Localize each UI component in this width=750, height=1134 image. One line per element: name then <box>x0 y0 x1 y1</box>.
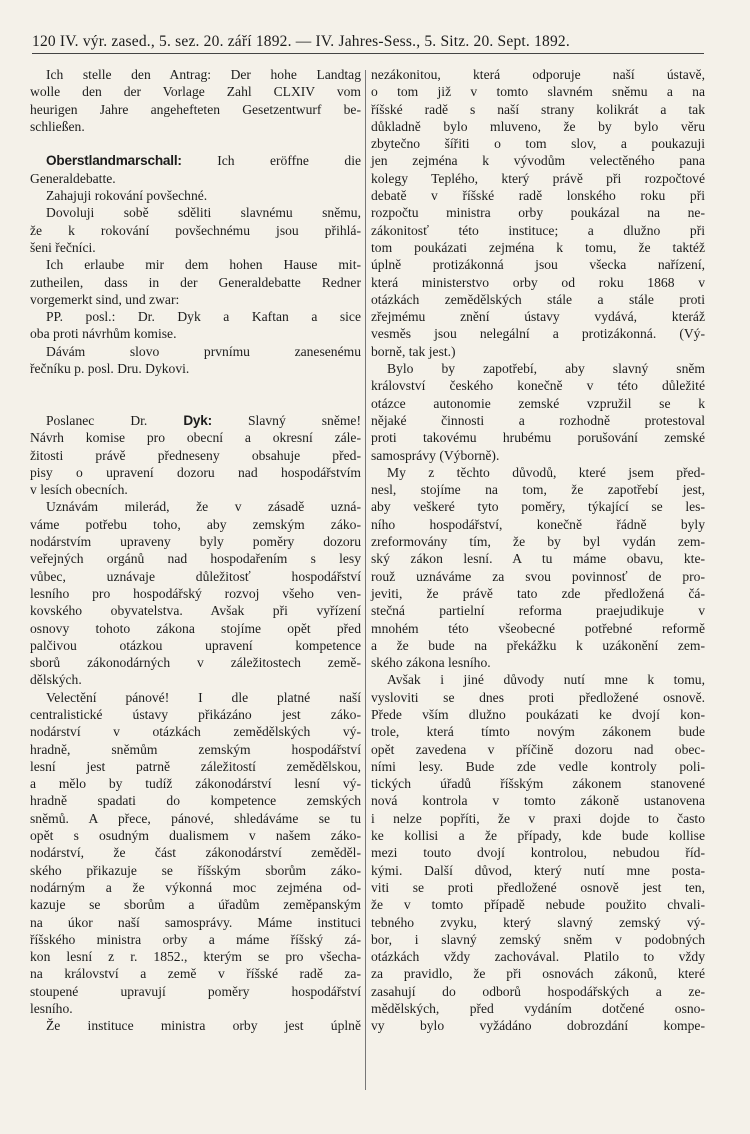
text-line: lesního. <box>30 1001 73 1017</box>
text-line: trole, která tímto novým zákonem bude <box>371 724 705 740</box>
text-line: rouž uznáváme za svou povinnosť de pro- <box>371 568 705 584</box>
left-column <box>30 66 361 1035</box>
text-line: sněmů. A přece, pánové, shledáváme se tu <box>30 810 361 826</box>
text-line: jeviti, že právě tato zde předložená čá- <box>371 585 705 601</box>
text-line: Ich stelle den Antrag: Der hohe Landtag <box>46 67 361 82</box>
text-line: žitosti právě předneseny obsahuje před- <box>30 447 361 463</box>
text-line: zreformovány tím, že by byl vydán zem- <box>371 534 705 550</box>
text-line: debatě v říšské radě lonského roku při <box>371 188 705 204</box>
text-line: lesního pro hospodářský rozvoj všeho ven- <box>30 585 361 601</box>
text-line: šeni řečníci. <box>30 239 96 255</box>
text-line: Poslanec Dr. Dyk: Slavný sněme! <box>46 412 361 428</box>
text-line: opět s osudným dualismem v našem záko- <box>30 828 361 844</box>
text-line: tebného zvyku, který slavný zemský vý- <box>371 914 705 930</box>
text-line: heurigen Jahre angehefteten Gesetzentwurf be- <box>30 101 361 117</box>
text-line: zřejmému znění ústavy vydává, kteráž <box>371 309 705 325</box>
text-line: kovského obyvatelstva. Avšak při vyřízení <box>30 603 361 619</box>
text-line: že v tomto případě nebude použito chvali- <box>371 897 705 913</box>
text-line: za pravidlo, že při osnovách zákonů, které <box>371 966 705 982</box>
text-line: a že bude na překážku k uzákonění zem- <box>371 637 705 653</box>
text-line: nodárství v otázkách zemědělských vý- <box>30 724 361 740</box>
text-line: vesměs jsou nelegální a protizákonná. (Vý- <box>371 326 705 342</box>
header-rule <box>32 53 704 54</box>
text-line: mědělských, před vydáním dotčené osno- <box>371 1001 705 1017</box>
text-line: proti takovému hrubému porušování zemské <box>371 430 705 446</box>
text-line: Avšak i jiné důvody nutí mne k tomu, <box>387 672 705 688</box>
text-line: zákonitosť této instituce; a dlužno při <box>371 222 705 238</box>
text-line: řečníku p. posl. Dru. Dykovi. <box>30 361 190 377</box>
text-line: otázce autonomie zemské vzpružil se k <box>371 395 705 411</box>
text-line: tických úřadů říšským zákonem stanovené <box>371 776 705 792</box>
text-line: ního hospodářství, konečně řádně byly <box>371 516 705 532</box>
text-line: i nelze popříti, že v praxi dojde to často <box>371 810 705 826</box>
text-line: My z těchto důvodů, které jsem před- <box>387 464 705 480</box>
text-line: opět zavedena v příčině dozoru nad obec- <box>371 741 705 757</box>
text-line: palčivou otázkou upravení kompetence <box>30 637 361 653</box>
text-line: kazuje se sborům a úřadům zeměpanským <box>30 897 361 913</box>
text-line: Přede vším dlužno poukázati ke dvojí kon- <box>371 706 705 722</box>
text-line: sborů zákonodárných v záležitostech země- <box>30 655 361 671</box>
text-line: veřejných orgánů nad hospodařením s lesy <box>30 551 361 567</box>
text-line: otázkách zemědělských stále a stále proti <box>371 291 705 307</box>
page-header: 120 IV. výr. zased., 5. sez. 20. září 1892. — IV. Jahres-Sess., 5. Sitz. 20. Sept. 1892. <box>32 33 570 50</box>
text-line: v lesích obecních. <box>30 482 128 498</box>
text-line: nějaké činnosti a rozhodně protestoval <box>371 412 705 428</box>
text-line: říšské radě s naší strany kolikrát a tak <box>371 101 705 117</box>
text-line: vorgemerkt sind, und zwar: <box>30 291 180 307</box>
text-line: která ministerstvo orby od roku 1868 v <box>371 274 705 290</box>
text-line: Bylo by zapotřebí, aby slavný sněm <box>387 361 705 377</box>
text-line: o tom již v tomto slavném sněmu a na <box>371 84 705 100</box>
text-line: otázkách vždy zachovával. Platilo to vždy <box>371 949 705 965</box>
text-line: borně, tak jest.) <box>371 343 456 359</box>
text-line: lesní jest patrně záležitostí zemědělskou, <box>30 758 361 774</box>
text-line: zasahují do odborů hospodářských a ze- <box>371 983 705 999</box>
speaker-name: Dyk: <box>183 412 212 428</box>
text-line: vůbec, uznávaje důležitosť hospodářství <box>30 568 361 584</box>
text-line: říšského ministra orby a máme říšský zá- <box>30 931 361 947</box>
text-line: samosprávy (Výborně). <box>371 447 500 463</box>
text-line: kolegy Teplého, který právě při rozpočtové <box>371 170 705 186</box>
text-line: Velectění pánové! I dle platné naší <box>46 689 361 705</box>
text-line: stoupené upravují poměry hospodářství <box>30 983 361 999</box>
text-line: ními lesy. Bude zde vedle kontroly poli- <box>371 758 705 774</box>
text-line: dělských. <box>30 672 82 688</box>
text-line: mnohém této všeobecné potřebné reformě <box>371 620 705 636</box>
text-line: nodárstvím upraveny byly poměry dozoru <box>30 534 361 550</box>
text-line: důkladně bylo mluveno, že by bylo věru <box>371 118 705 134</box>
text-line <box>30 377 361 394</box>
text-line: kými. Další důvod, který nutí mne posta- <box>371 862 705 878</box>
text-line: zbytečno šířiti o tom slov, a poukazuji <box>371 136 705 152</box>
text-line: pisy o upravení dozoru nad hospodářstvím <box>30 464 361 480</box>
text-line: Návrh komise pro obecní a okresní zále- <box>30 430 361 446</box>
text-line: nodárným a že výkonná moc zejména od- <box>30 879 361 895</box>
text-line: tom poukázati zejména k tomu, že taktéž <box>371 239 705 255</box>
text-line: nezákonitou, která odporuje naší ústavě, <box>371 67 705 82</box>
text-line: Oberstlandmarschall: Ich eröffne die <box>46 153 361 169</box>
text-line: a mělo by tudíž zákonodárství lesní vý- <box>30 776 361 792</box>
right-column <box>371 66 705 1035</box>
text-line: stečná partielní reforma praejudikuje v <box>371 603 705 619</box>
text-line: úplně protizákonná jsou všecka nařízení, <box>371 257 705 273</box>
text-line: kon lesní z r. 1852., kterým se pro všecha- <box>30 949 361 965</box>
text-line: centralistické ústavy přikázáno jest záko- <box>30 706 361 722</box>
text-line: zutheilen, dass in der Generaldebatte Redner <box>30 274 361 290</box>
text-line: ke kollisi a že případy, kde bude kollise <box>371 828 705 844</box>
text-line: mezi touto dvojí kontrolou, nebudou říd- <box>371 845 705 861</box>
text-line: ský zákon lesní. A tu máme obavu, kte- <box>371 551 705 567</box>
text-line: nodárství, že část zákonodárství zeměděl- <box>30 845 361 861</box>
text-line: oba proti návrhům komise. <box>30 326 177 342</box>
text-line: že k rokování povšechnému jsou přihlá- <box>30 222 361 238</box>
text-line: ského přikazuje se říšským sborům záko- <box>30 862 361 878</box>
text-line: ského zákona lesního. <box>371 655 491 671</box>
text-line: hradně, sněmům zemským hospodářství <box>30 741 361 757</box>
text-line: schließen. <box>30 118 85 134</box>
text-line: vy bylo vyžádáno dobrozdání kompe- <box>371 1018 705 1034</box>
text-line: wolle den der Vorlage Zahl CLXIV vom <box>30 84 361 100</box>
text-line: nesl, stojíme na tom, že zapotřebí jest, <box>371 482 705 498</box>
text-line <box>30 395 361 412</box>
text-line: na úkor naší samosprávy. Máme instituci <box>30 914 361 930</box>
text-line: váme potřebu toho, aby zemským záko- <box>30 516 361 532</box>
text-line: Zahajuji rokování povšechné. <box>46 188 208 204</box>
text-line: nová kontrola v tomto zákoně ustanovena <box>371 793 705 809</box>
text-line: království českého konečně v této důležité <box>371 378 705 394</box>
text-line: Uznávám milerád, že v zásadě uzná- <box>46 499 361 515</box>
text-line: na království a země v říšské radě za- <box>30 966 361 982</box>
speaker-name: Oberstlandmarschall: <box>46 153 182 169</box>
text-line <box>30 135 361 152</box>
text-line: vysloviti se dnes proti předložené osnově. <box>371 689 705 705</box>
text-line: aby veškeré tyto poměry, týkající se les- <box>371 499 705 515</box>
text-line: Že instituce ministra orby jest úplně <box>46 1018 361 1034</box>
text-line: hradně spadati do kompetence zemských <box>30 793 361 809</box>
text-line: Ich erlaube mir dem hohen Hause mit- <box>46 257 361 273</box>
text-line: PP. posl.: Dr. Dyk a Kaftan a sice <box>46 309 361 325</box>
text-line: viti se proti předložené osnově jest ten, <box>371 879 705 895</box>
text-line: bor, i slavný zemský sněm v podobných <box>371 931 705 947</box>
text-line: Generaldebatte. <box>30 170 116 186</box>
text-line: Dovoluji sobě sděliti slavnému sněmu, <box>46 205 361 221</box>
text-line: rozpočtu ministra orby poukázal na ne- <box>371 205 705 221</box>
column-divider <box>365 70 366 1090</box>
text-line: Dávám slovo prvnímu zanesenému <box>46 343 361 359</box>
text-line: jen zejména k vývodům velectěného pana <box>371 153 705 169</box>
text-line: osnovy tohoto zákona stojíme opět před <box>30 620 361 636</box>
